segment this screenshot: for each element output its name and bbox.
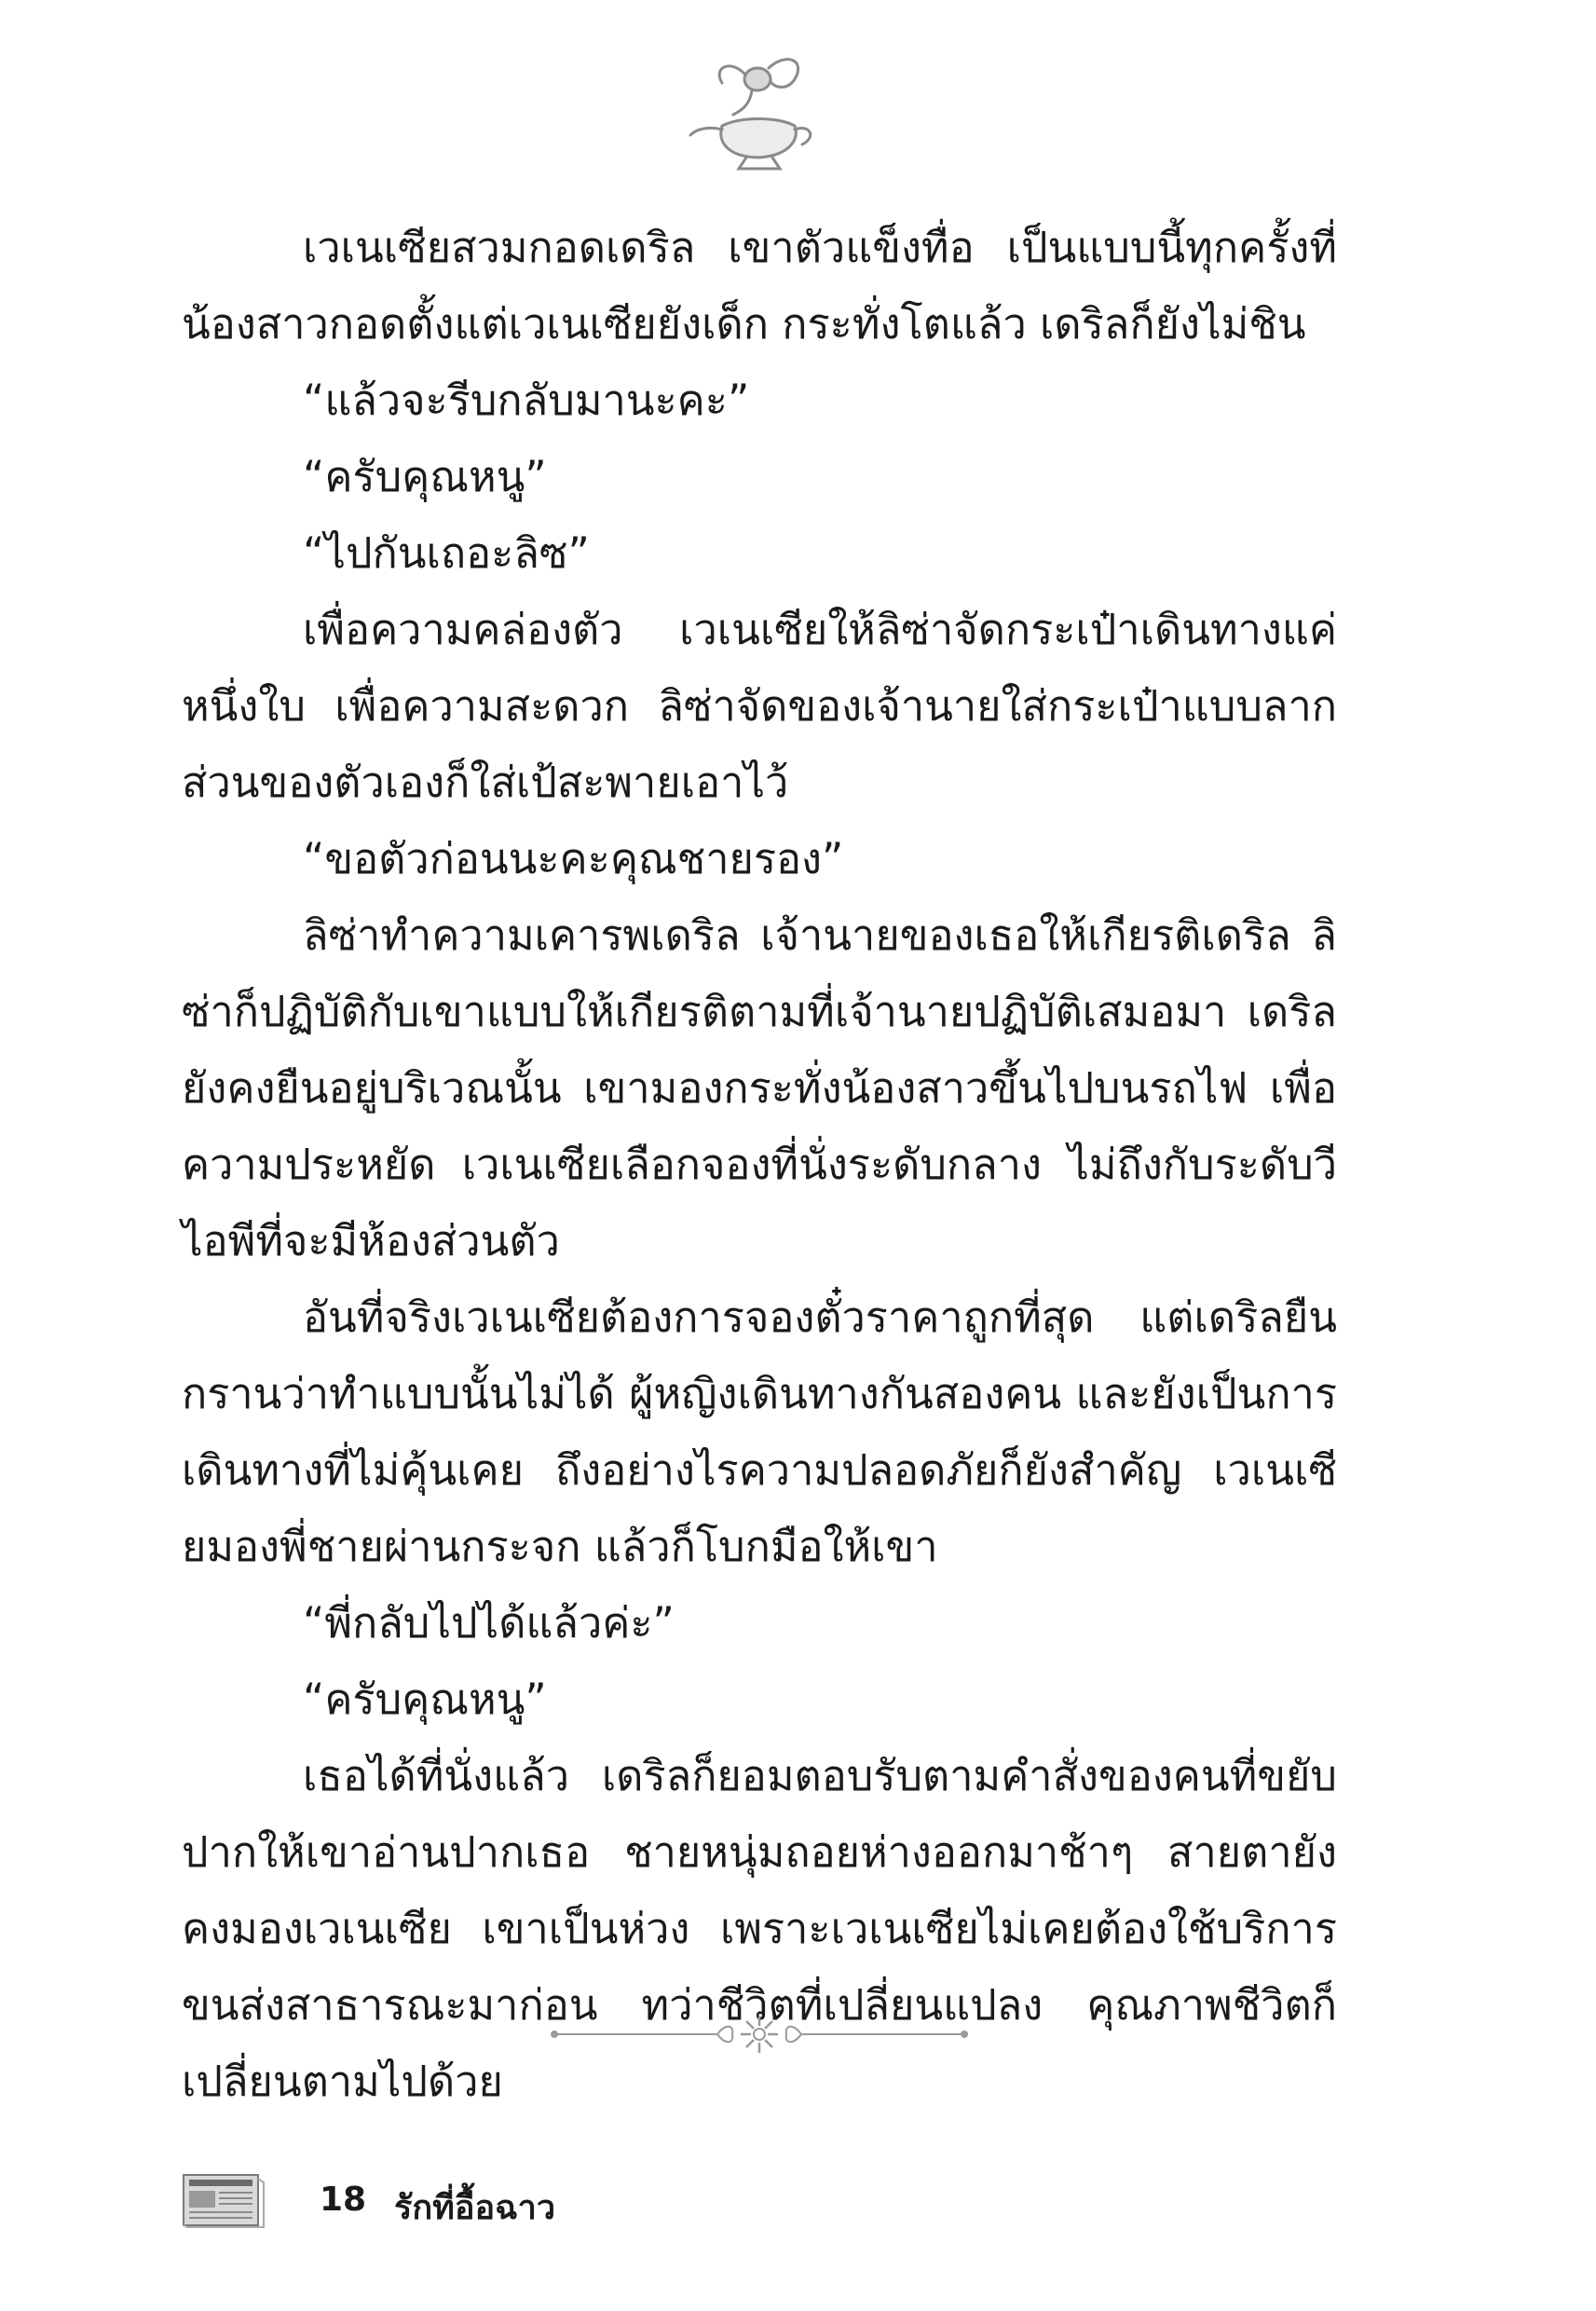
dialogue-line: “แล้วจะรีบกลับมานะคะ” [303,376,750,425]
page-body [182,210,1337,2120]
paragraph: อันที่จริงเวเนเซียต้องการจองตั๋วราคาถูกที่สุด แต่เดริลยืนกรานว่าทำแบบนั้นไม่ได้ ผู้หญิงเดินทางกันสองคน และยังเป็นการเดินทางที่ไม่คุ้นเคย ถึงอย่างไรความปลอดภัยก็ยังสำคัญ เวเนเซียมองพี่ชายผ่านกระจก แล้วก็โบกมือให้เขา [182,1292,1337,1571]
dialogue-line: “ครับคุณหนู” [303,1675,547,1724]
page-footer [182,2171,741,2236]
dialogue-line: “ครับคุณหนู” [303,452,547,501]
paragraph: เพื่อความคล่องตัว เวเนเซียให้ลิซ่าจัดกระเป๋าเดินทางแค่หนึ่งใบ เพื่อความสะดวก ลิซ่าจัดของเจ้านายใส่กระเป๋าแบบลาก ส่วนของตัวเองก็ใส่เป้สะพายเอาไว้ [182,605,1337,807]
paragraph: ลิซ่าทำความเคารพเดริล เจ้านายของเธอให้เกียรติเดริล ลิซ่าก็ปฏิบัติกับเขาแบบให้เกียรติตามที่เจ้านายปฏิบัติเสมอมา เดริลยังคงยืนอยู่บริเวณนั้น เขามองกระทั่งน้องสาวขึ้นไปบนรถไฟ เพื่อความประหยัด เวเนเซียเลือกจองที่นั่งระดับกลาง ไม่ถึงกับระดับวีไอพีที่จะมีห้องส่วนตัว [182,910,1337,1265]
paragraph: เวเนเซียสวมกอดเดริล เขาตัวแข็งทื่อ เป็นแบบนี้ทุกครั้งที่น้องสาวกอดตั้งแต่เวเนเซียยังเด็ก กระทั่งโตแล้ว เดริลก็ยังไม่ชิน [182,223,1337,349]
newspaper-icon [182,2171,266,2229]
floral-divider-icon [550,2011,969,2058]
running-title: รักที่อื้อฉาว [394,2189,556,2227]
dialogue-line: “ขอตัวก่อนนะคะคุณชายรอง” [303,834,844,883]
dialogue-line: “ไปกันเถอะลิซ” [303,528,590,578]
dialogue-line: “พี่กลับไปได้แล้วค่ะ” [303,1598,675,1648]
paragraph: เธอได้ที่นั่งแล้ว เดริลก็ยอมตอบรับตามคำสั่งของคนที่ขยับปากให้เขาอ่านปากเธอ ชายหนุ่มถอยห่างออกมาช้าๆ สายตายังคงมองเวเนเซีย เขาเป็นห่วง เพราะเวเนเซียไม่เคยต้องใช้บริการขนส่งสาธารณะมาก่อน ทว่าชีวิตที่เปลี่ยนแปลง คุณภาพชีวิตก็เปลี่ยนตามไปด้วย [182,1751,1337,2106]
cupid-teapot-icon [685,51,825,172]
page-number: 18 [320,2181,367,2219]
